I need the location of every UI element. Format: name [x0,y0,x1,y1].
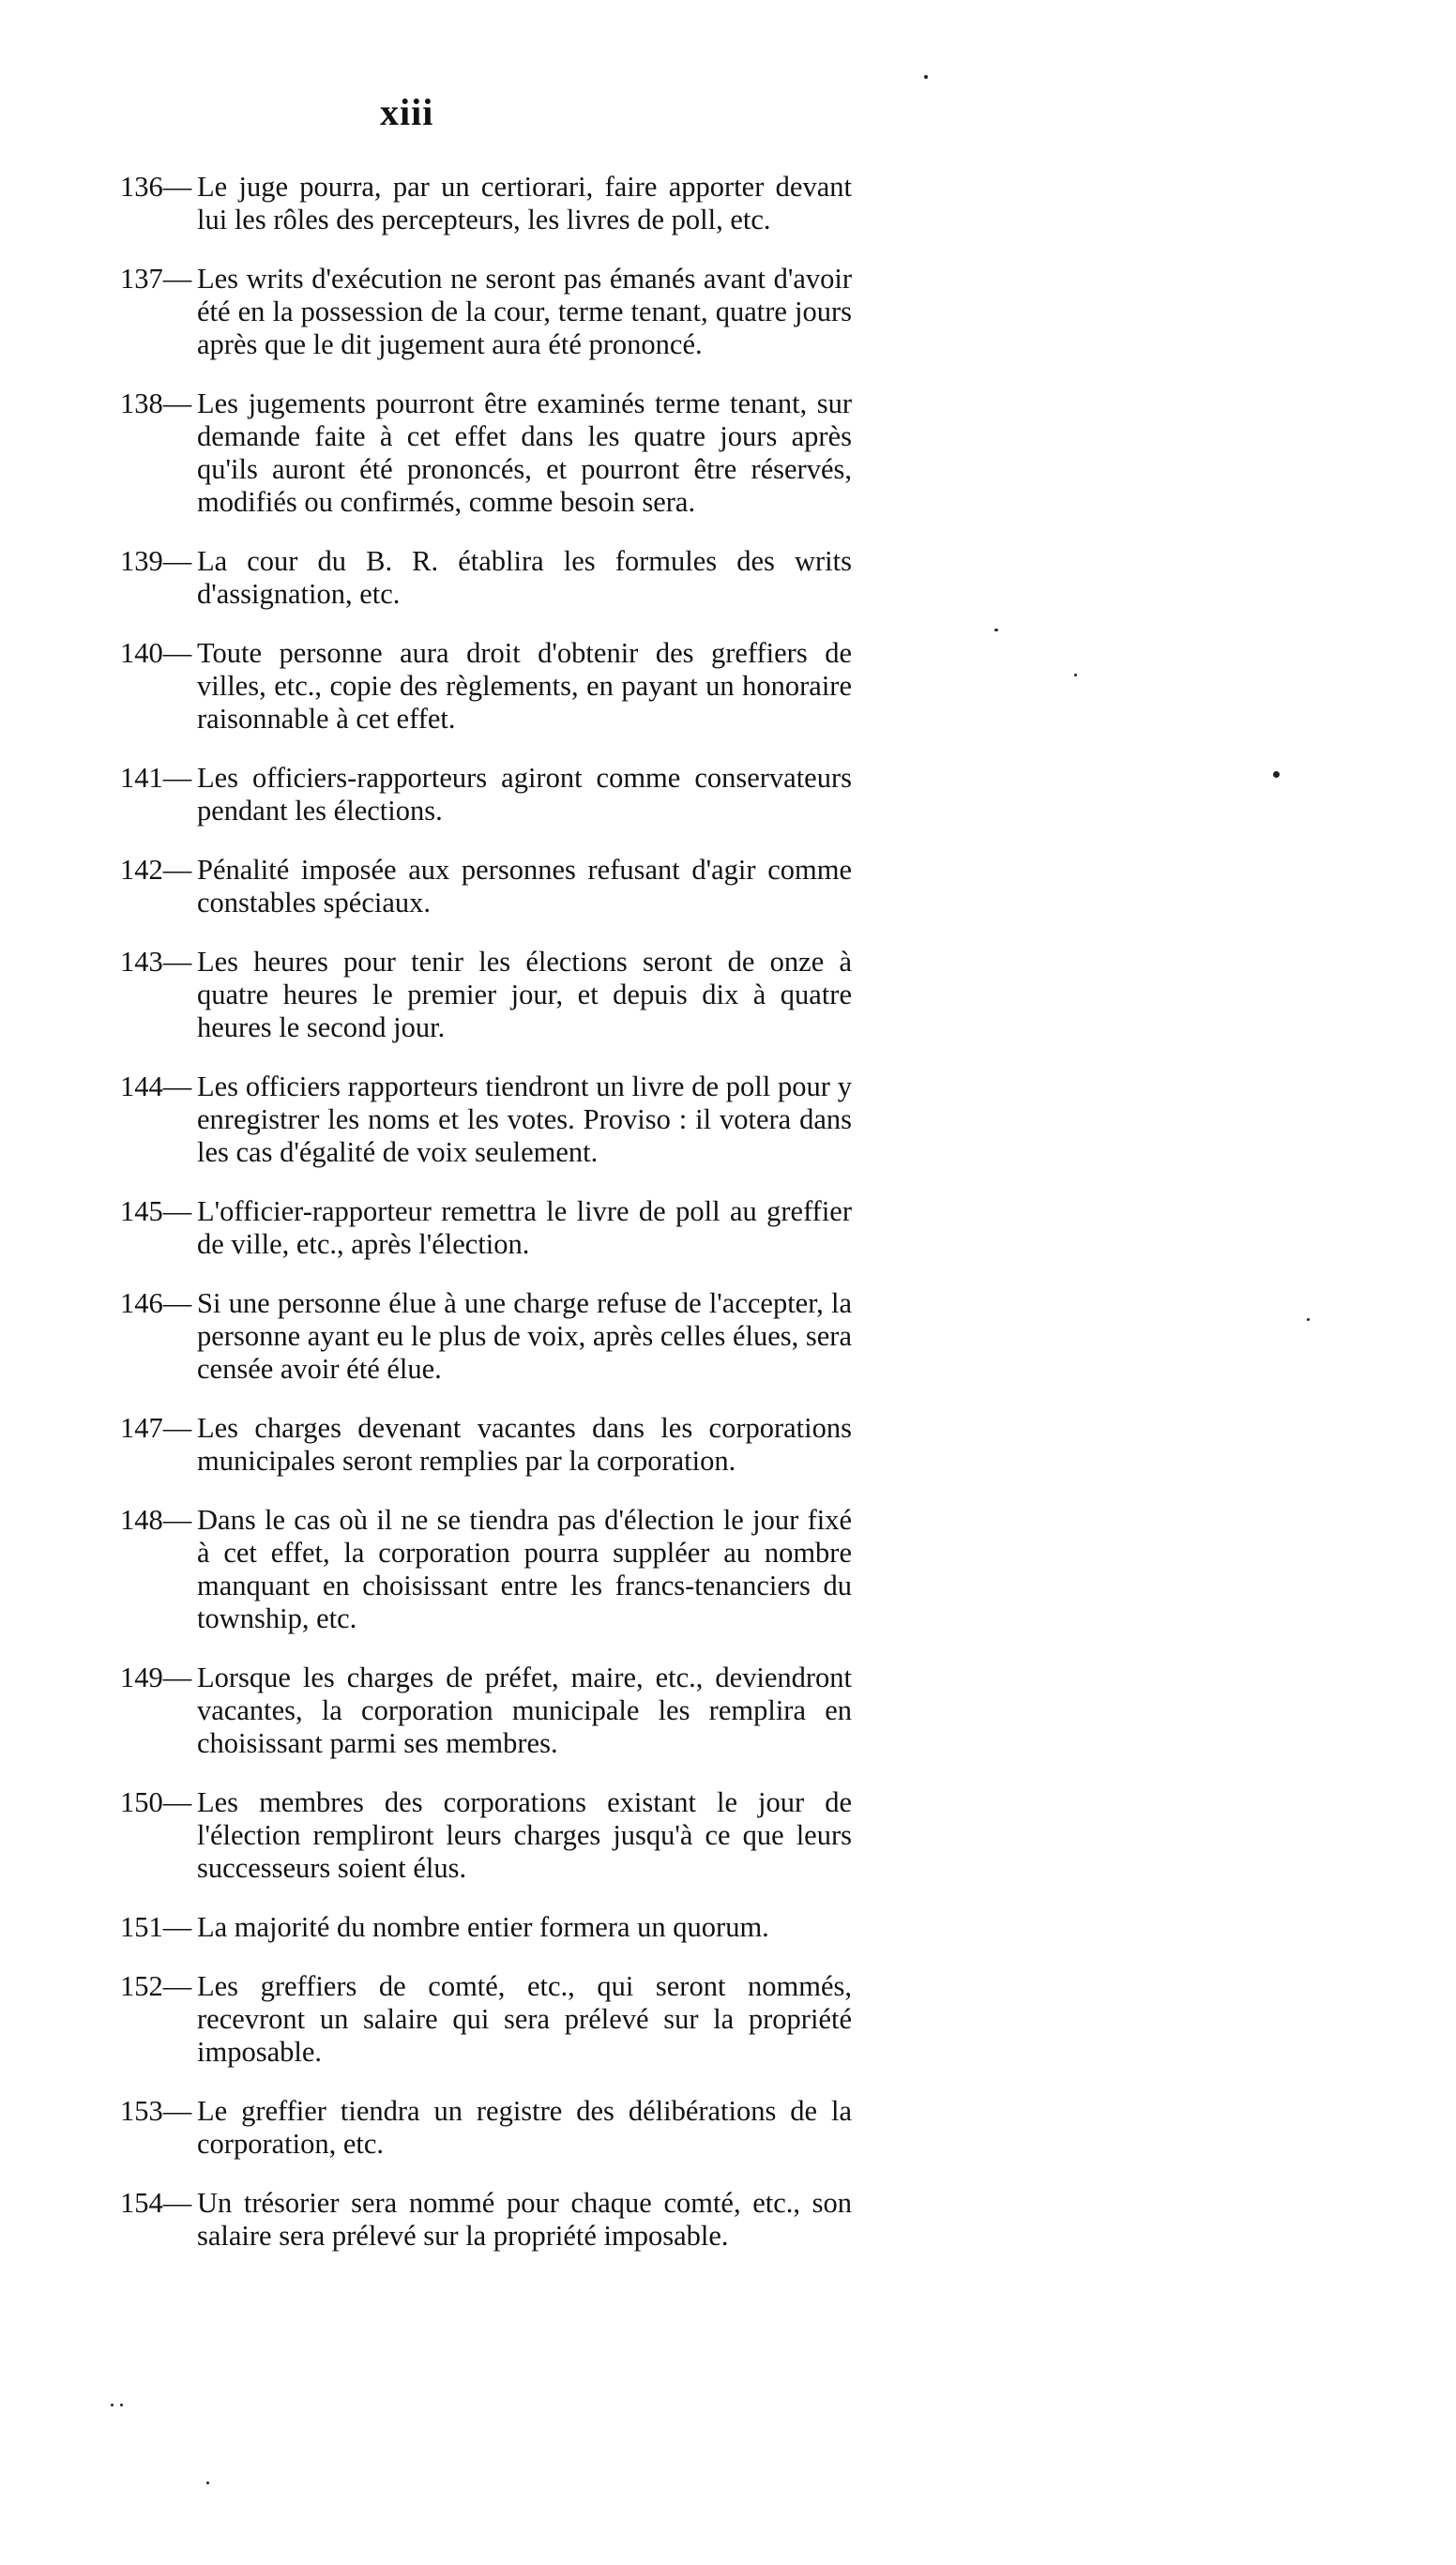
list-item [120,1786,852,1885]
entry-text: Les officiers rapporteurs tiendront un livre de poll pour y enregistrer les noms et les votes. Proviso : il votera dans les cas d'égalité de voix seulement. [197,1070,852,1168]
list-item [120,2095,852,2161]
scan-speck [924,75,928,79]
entry-number: 148 — [120,1504,197,1537]
entry-number: 142 — [120,854,197,887]
entry-text: Si une personne élue à une charge refuse de l'accepter, la personne ayant eu le plus de voix, après celles élues, sera censée avoir été élue. [197,1287,852,1385]
list-item [120,637,852,736]
entry-number: 143 — [120,946,197,979]
entry-number: 150 — [120,1786,197,1819]
entry-text: Le greffier tiendra un registre des délibérations de la corporation, etc. [197,2095,852,2160]
entry-text: La majorité du nombre entier formera un quorum. [197,1911,769,1943]
entry-text: La cour du B. R. établira les formules des writs d'assignation, etc. [197,545,852,610]
scan-speck [994,629,998,631]
entry-text: Le juge pourra, par un certiorari, faire apporter devant lui les rôles des percepteurs, les livres de poll, etc. [197,171,852,235]
entry-text: L'officier-rapporteur remettra le livre de poll au greffier de ville, etc., après l'élection. [197,1195,852,1260]
entry-text: Dans le cas où il ne se tiendra pas d'élection le jour fixé à cet effet, la corporation pourra suppléer au nombre manquant en choisissant entre les francs-tenanciers du township, etc. [197,1504,852,1634]
entry-number: 146 — [120,1287,197,1320]
list-item [120,762,852,827]
list-item [120,1504,852,1635]
list-item [120,1195,852,1261]
entry-text: Les membres des corporations existant le jour de l'élection rempliront leurs charges jusqu'à ce que leurs successeurs soient élus. [197,1786,852,1884]
scan-speck [206,2482,209,2484]
entry-number: 137 — [120,263,197,296]
entry-text: Les greffiers de comté, etc., qui seront nommés, recevront un salaire qui sera prélevé sur la propriété imposable. [197,1970,852,2068]
entry-number: 140 — [120,637,197,670]
entry-text: Les heures pour tenir les élections seront de onze à quatre heures le premier jour, et depuis dix à quatre heures le second jour. [197,946,852,1043]
scan-speck [1273,771,1280,778]
entry-number: 151 — [120,1911,197,1944]
entry-number: 149 — [120,1662,197,1694]
list-item [120,387,852,519]
entry-text: Les writs d'exécution ne seront pas émanés avant d'avoir été en la possession de la cour, terme tenant, quatre jours après que le dit jugement aura été prononcé. [197,263,852,360]
entry-number: 141 — [120,762,197,795]
entry-number: 147 — [120,1412,197,1445]
list-item [120,1070,852,1169]
list-item [120,1970,852,2069]
entry-number: 153 — [120,2095,197,2128]
list-item [120,1287,852,1386]
entry-list [120,171,852,2279]
list-item [120,1911,852,1944]
entry-number: 138 — [120,387,197,420]
list-item [120,263,852,361]
entry-number: 154 — [120,2187,197,2220]
list-item [120,1662,852,1760]
scan-speck [1307,1318,1310,1321]
entry-text: Pénalité imposée aux personnes refusant d'agir comme constables spéciaux. [197,854,852,918]
scan-speck [120,2404,123,2406]
page-number: xiii [380,91,434,133]
list-item [120,171,852,236]
entry-number: 144 — [120,1070,197,1103]
entry-text: Un trésorier sera nommé pour chaque comté, etc., son salaire sera prélevé sur la propriété imposable. [197,2187,852,2252]
list-item [120,946,852,1044]
list-item [120,2187,852,2253]
scan-speck [111,2404,114,2406]
entry-text: Toute personne aura droit d'obtenir des greffiers de villes, etc., copie des règlements, en payant un honoraire raisonnable à cet effet. [197,637,852,735]
entry-number: 152 — [120,1970,197,2003]
entry-number: 139 — [120,545,197,578]
list-item [120,1412,852,1478]
entry-text: Les charges devenant vacantes dans les corporations municipales seront remplies par la corporation. [197,1412,852,1477]
entry-number: 145 — [120,1195,197,1228]
list-item [120,545,852,611]
scan-speck [1074,674,1077,676]
list-item [120,854,852,919]
entry-text: Lorsque les charges de préfet, maire, etc., deviendront vacantes, la corporation municipale les remplira en choisissant parmi ses membres. [197,1662,852,1759]
entry-text: Les officiers-rapporteurs agiront comme conservateurs pendant les élections. [197,762,852,827]
entry-text: Les jugements pourront être examinés terme tenant, sur demande faite à cet effet dans les quatre jours après qu'ils auront été prononcés, et pourront être réservés, modifiés ou confirmés, comme besoin sera. [197,387,852,518]
entry-number: 136 — [120,171,197,204]
